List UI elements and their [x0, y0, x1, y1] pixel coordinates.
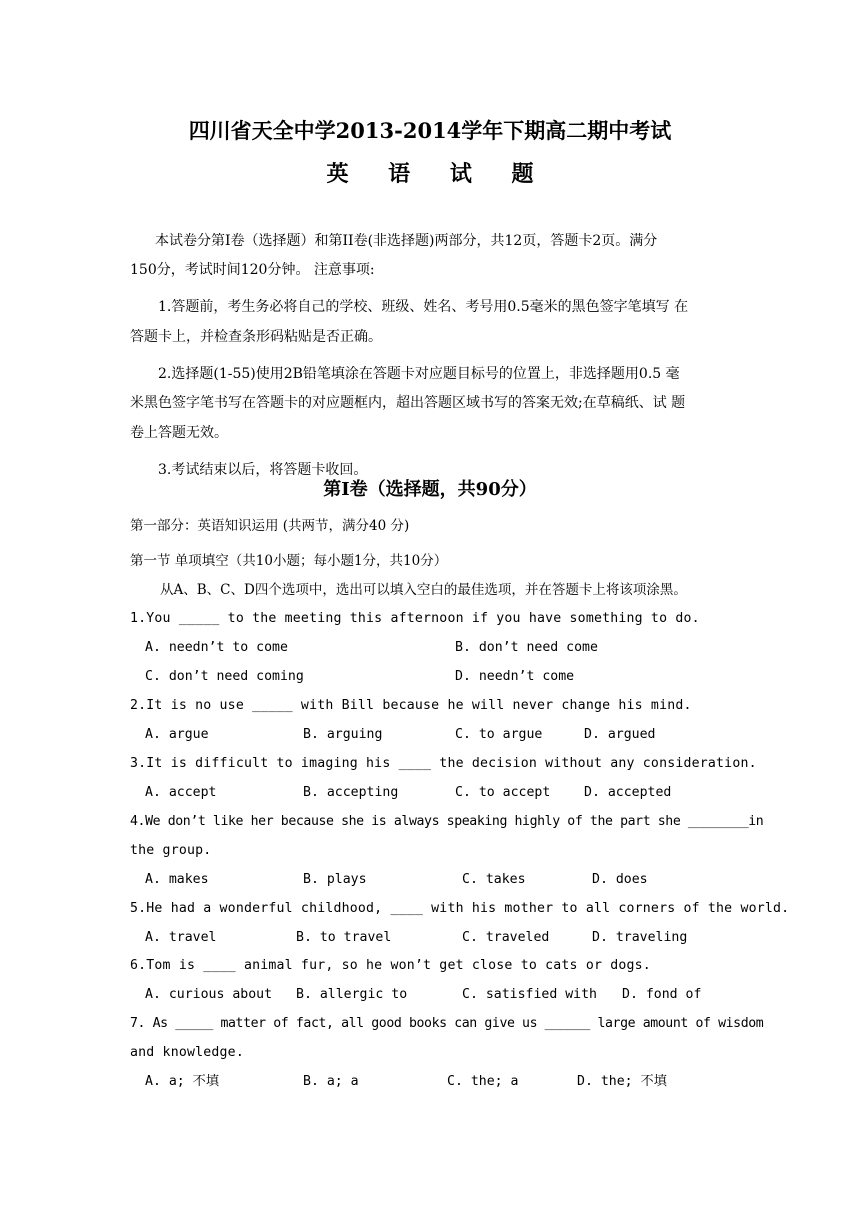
option: C. the; a: [447, 1074, 519, 1089]
note-line: 2.选择题(1-55)使用2B铅笔填涂在答题卡对应题目标号的位置上，非选择题用0.5 毫: [158, 366, 680, 382]
option: C. traveled: [462, 930, 550, 945]
question-stem: 4.We don’t like her because she is always speaking highly of the part she ________in: [130, 814, 764, 829]
option: C. to argue: [455, 727, 543, 742]
option: B. arguing: [303, 727, 383, 742]
exam-subtitle: 英 语 试 题: [326, 161, 550, 187]
section-title: 第Ⅰ卷（选择题，共90分）: [323, 479, 537, 500]
option: A. accept: [145, 785, 217, 800]
question-stem: the group.: [130, 843, 212, 858]
question-stem: 3.It is difficult to imaging his ____ the decision without any consideration.: [130, 756, 757, 771]
option: D. the; 不填: [577, 1074, 667, 1089]
question-stem: 7. As _____ matter of fact, all good books can give us ______ large amount of wisdom: [130, 1016, 764, 1031]
option: B. a; a: [303, 1074, 359, 1089]
part-heading: 第一部分：英语知识运用 (共两节，满分40 分): [130, 518, 410, 534]
intro-line: 150分，考试时间120分钟。 注意事项:: [130, 262, 375, 278]
option: C. to accept: [455, 785, 551, 800]
option: A. curious about: [145, 987, 273, 1002]
question-stem: 1.You _____ to the meeting this afternoon if you have something to do.: [130, 611, 700, 626]
option: D. accepted: [584, 785, 672, 800]
option: D. does: [592, 872, 648, 887]
question-stem: 5.He had a wonderful childhood, ____ with his mother to all corners of the world.: [130, 901, 790, 916]
option: C. satisfied with: [462, 987, 597, 1002]
option: B. accepting: [303, 785, 399, 800]
exam-title: 四川省天全中学2013-2014学年下期高二期中考试: [188, 118, 672, 143]
option: C. takes: [462, 872, 526, 887]
note-line: 1.答题前，考生务必将自己的学校、班级、姓名、考号用0.5毫米的黑色签字笔填写 在: [158, 299, 689, 315]
instruction: 从A、B、C、D四个选项中，选出可以填入空白的最佳选项，并在答题卡上将该项涂黑。: [160, 582, 687, 598]
option: A. travel: [145, 930, 217, 945]
question-stem: 6.Tom is ____ animal fur, so he won’t get close to cats or dogs.: [130, 958, 651, 973]
note-line: 3.考试结束以后，将答题卡收回。: [158, 462, 368, 478]
option: D. fond of: [622, 987, 702, 1002]
option: D. traveling: [592, 930, 688, 945]
option: A. makes: [145, 872, 209, 887]
option: B. don’t need come: [455, 640, 598, 655]
subsection-heading: 第一节 单项填空（共10小题；每小题1分，共10分）: [130, 553, 448, 569]
option: D. argued: [584, 727, 656, 742]
option: A. a; 不填: [145, 1074, 220, 1089]
option: A. needn’t to come: [145, 640, 288, 655]
note-line: 米黑色签字笔书写在答题卡的对应题框内，超出答题区域书写的答案无效;在草稿纸、试 题: [130, 395, 686, 411]
option: A. argue: [145, 727, 209, 742]
option: B. allergic to: [296, 987, 408, 1002]
intro-line: 本试卷分第Ⅰ卷（选择题）和第II卷(非选择题)两部分，共12页，答题卡2页。满分: [155, 233, 658, 249]
option: C. don’t need coming: [145, 669, 304, 684]
question-stem: 2.It is no use _____ with Bill because he will never change his mind.: [130, 698, 692, 713]
option: B. plays: [303, 872, 367, 887]
option: D. needn’t come: [455, 669, 575, 684]
question-stem: and knowledge.: [130, 1045, 244, 1060]
note-line: 卷上答题无效。: [130, 425, 228, 441]
option: B. to travel: [296, 930, 392, 945]
note-line: 答题卡上，并检查条形码粘贴是否正确。: [130, 329, 382, 345]
